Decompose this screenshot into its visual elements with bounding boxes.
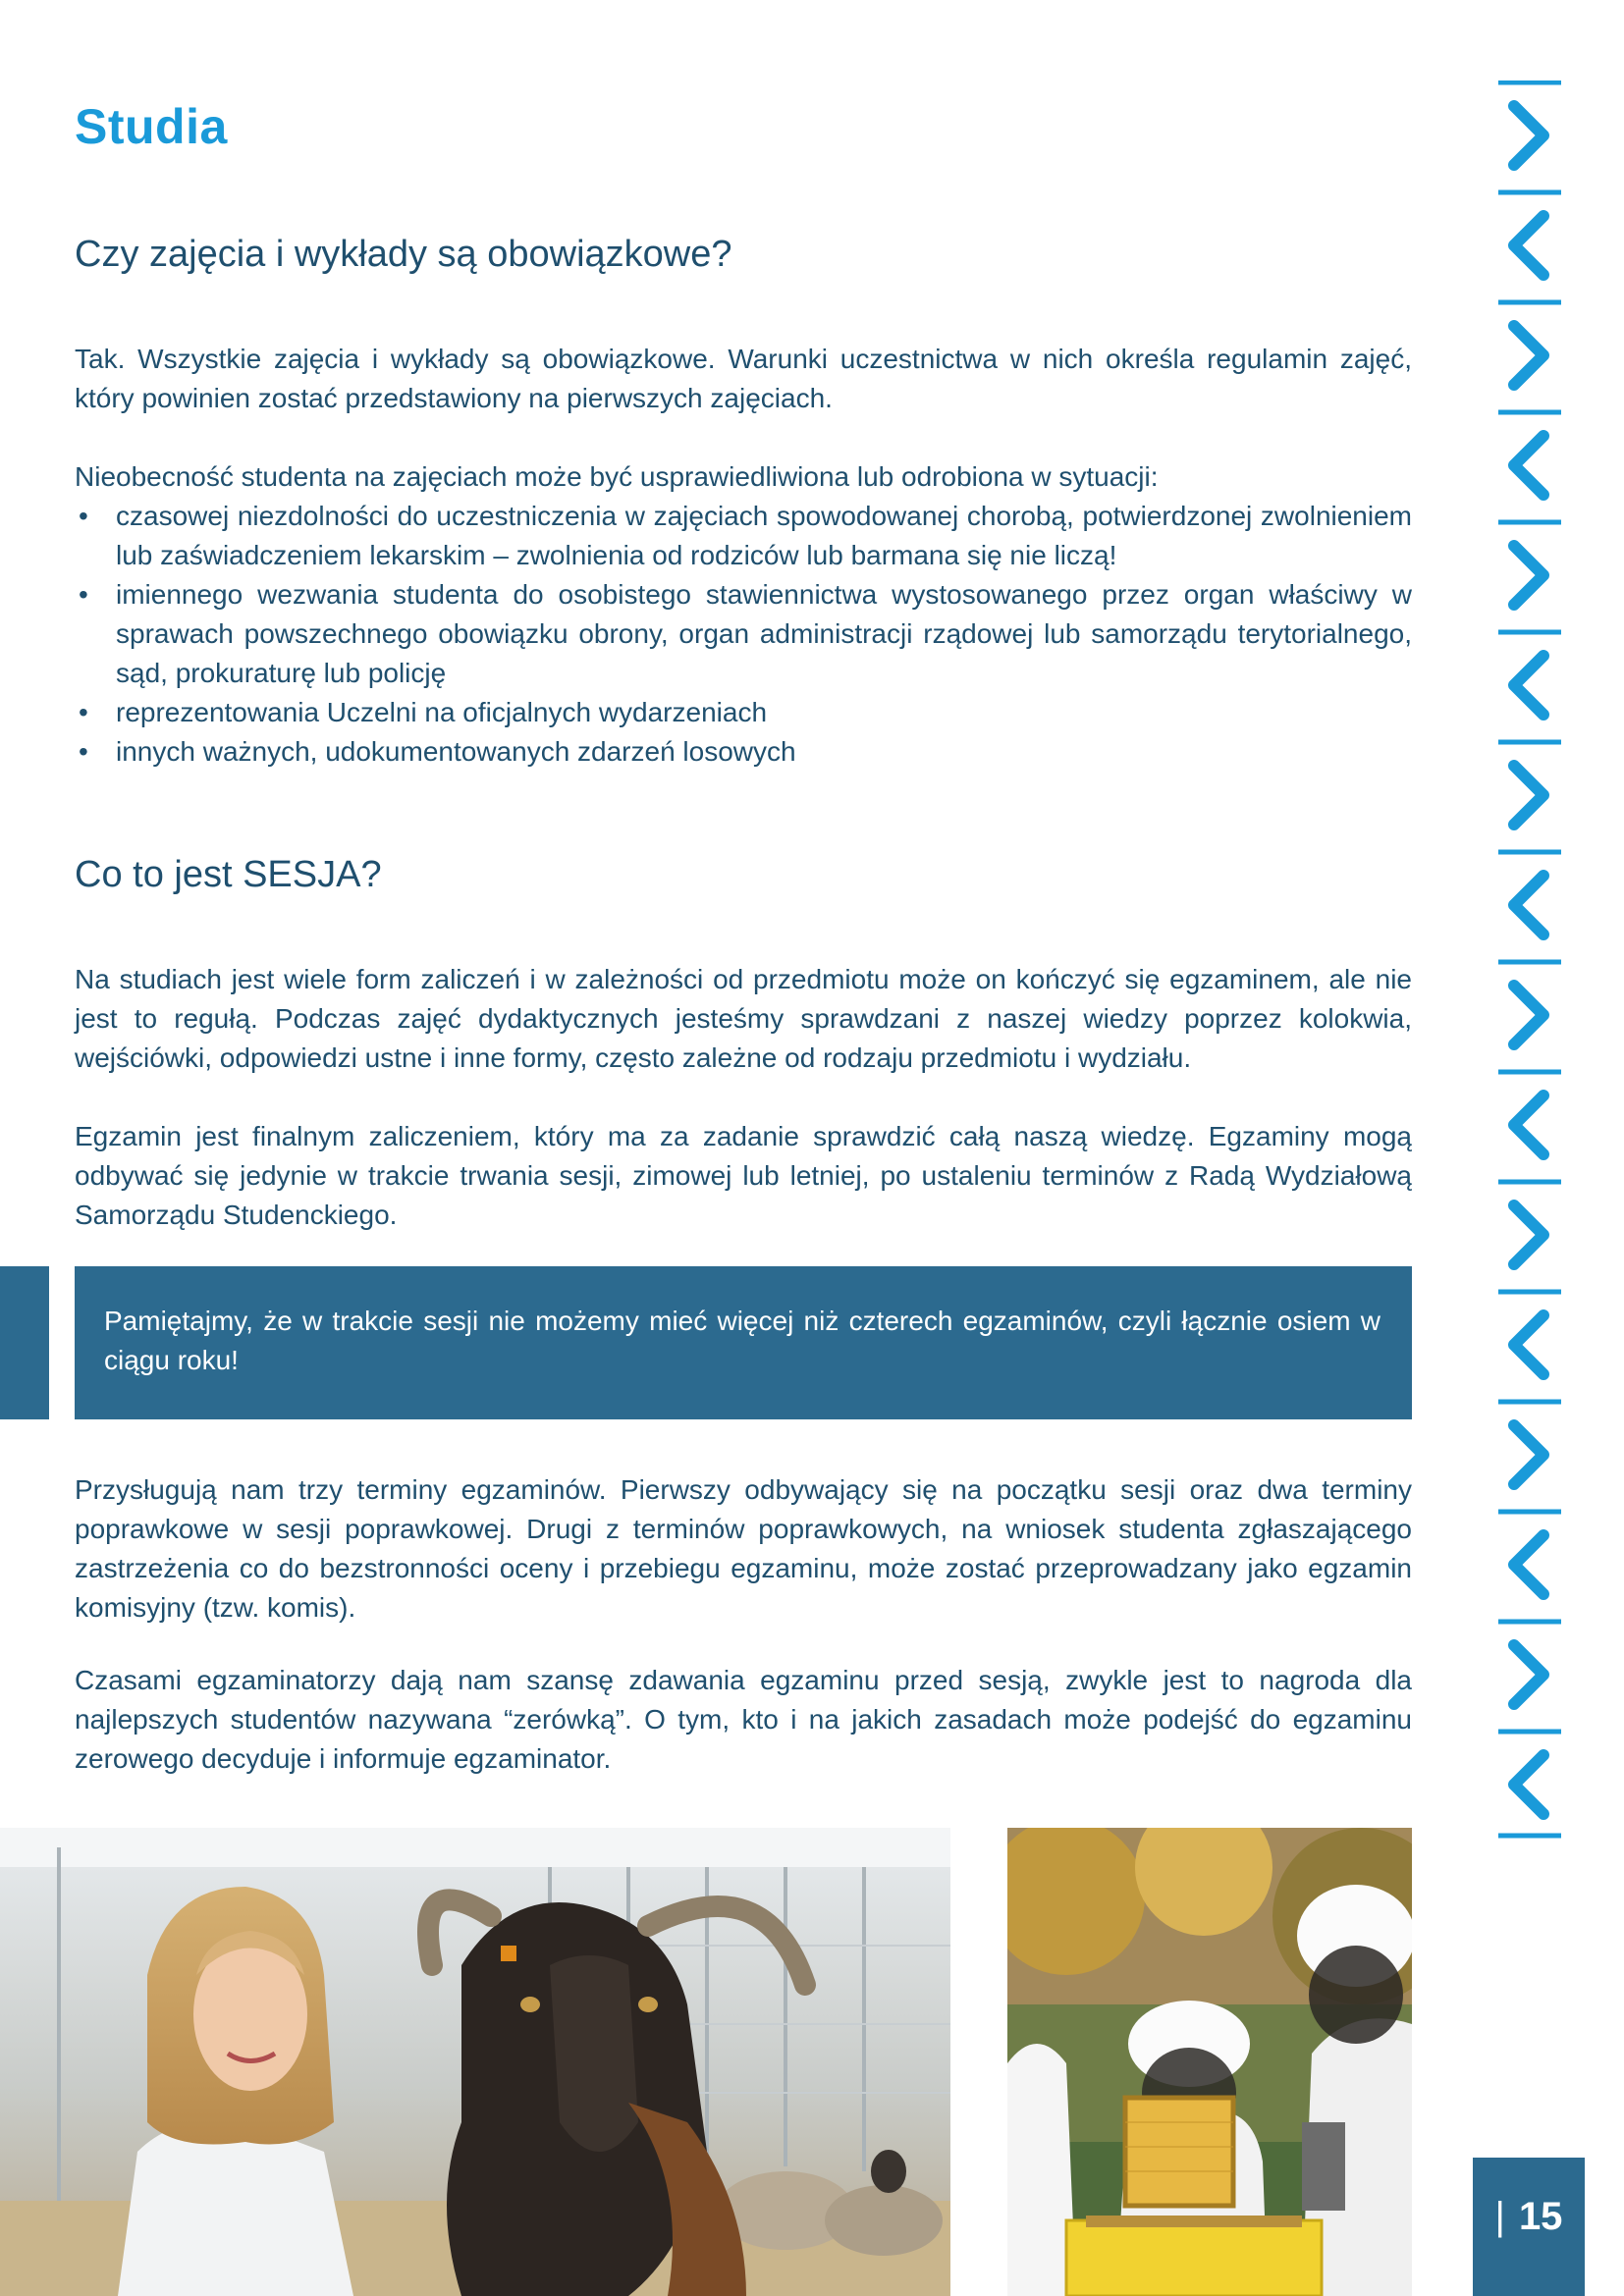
page-title: Studia xyxy=(75,99,228,154)
student-with-goat-photo xyxy=(0,1828,950,2296)
heading-session: Co to jest SESJA? xyxy=(75,854,382,895)
note-box xyxy=(75,1266,1412,1419)
chevron-left-icon xyxy=(1514,436,1543,495)
paragraph-session-1: Na studiach jest wiele form zaliczeń i w zależności od przedmiotu może on kończyć się egzaminem, ale nie jest to regułą. Podczas zajęć dydaktycznych jesteśmy sprawdzani z naszej wiedzy poprzez kolokwia, wejściówki, odpowiedzi ustne i inne formy, często zależne od rodzaju przedmiotu i wydziału. xyxy=(75,964,1412,1073)
chevron-right-icon xyxy=(1514,326,1543,385)
chevron-right-icon xyxy=(1514,766,1543,825)
chevron-left-icon xyxy=(1514,876,1543,934)
paragraph-obligatory-2: Nieobecność studenta na zajęciach może być usprawiedliwiona lub odrobiona w sytuacji: xyxy=(75,461,1159,492)
chevron-left-icon xyxy=(1514,1755,1543,1814)
beekeepers-photo xyxy=(1007,1828,1412,2296)
chevron-left-icon xyxy=(1514,656,1543,715)
chevron-right-icon xyxy=(1514,546,1543,605)
chevron-left-icon xyxy=(1514,1315,1543,1374)
paragraph-session-2: Egzamin jest finalnym zaliczeniem, który ma za zadanie sprawdzić całą naszą wiedzę. Egzaminy mogą odbywać się jedynie w trakcie trwania sesji, zimowej lub letniej, po ustaleniu terminów z Radą Wydziałową Samorządu Studenckiego. xyxy=(75,1121,1412,1230)
chevron-strip xyxy=(1492,80,1567,1840)
chevron-right-icon xyxy=(1514,106,1543,165)
note-side-tab xyxy=(0,1266,49,1419)
chevron-left-icon xyxy=(1514,216,1543,275)
paragraph-session-3: Przysługują nam trzy terminy egzaminów. Pierwszy odbywający się na początku sesji oraz dwa terminy poprawkowe w sesji poprawkowej. Drugi z terminów poprawkowych, na wniosek studenta zgłaszającego zastrzeżenia co do bezstronności oceny i przebiegu egzaminu, może zostać przeprowadzany jako egzamin komisyjny (tzw. komis). xyxy=(75,1474,1412,1623)
page-number-separator: | xyxy=(1494,2195,1505,2238)
page-number-box xyxy=(1473,2158,1585,2296)
chevron-right-icon xyxy=(1514,986,1543,1044)
note-text: Pamiętajmy, że w trakcie sesji nie możemy mieć więcej niż czterech egzaminów, czyli łącznie osiem w ciągu roku! xyxy=(104,1306,1380,1375)
list-item: • innych ważnych, udokumentowanych zdarzeń losowych xyxy=(75,732,1412,772)
list-item: • imiennego wezwania studenta do osobistego stawiennictwa wystosowanego przez organ właściwy w sprawach powszechnego obowiązku obrony, organ administracji rządowej lub samorządu terytorialnego, sąd, prokuraturę lub policję xyxy=(75,575,1412,693)
paragraph-obligatory-1: Tak. Wszystkie zajęcia i wykłady są obowiązkowe. Warunki uczestnictwa w nich określa regulamin zajęć, który powinien zostać przedstawiony na pierwszych zajęciach. xyxy=(75,344,1412,413)
list-item: • reprezentowania Uczelni na oficjalnych wydarzeniach xyxy=(75,693,1412,732)
chevron-right-icon xyxy=(1514,1205,1543,1264)
chevron-right-icon xyxy=(1514,1645,1543,1704)
page-number: 15 xyxy=(1518,2195,1563,2238)
paragraph-session-4: Czasami egzaminatorzy dają nam szansę zdawania egzaminu przed sesją, zwykle jest to nagroda dla najlepszych studentów nazywana “zerówką”. O tym, kto i na jakich zasadach może podejść do egzaminu zerowego decyduje i informuje egzaminator. xyxy=(75,1665,1412,1774)
list-item: • czasowej niezdolności do uczestniczenia w zajęciach spowodowanej chorobą, potwierdzonej zwolnieniem lub zaświadczeniem lekarskim – zwolnienia od rodziców lub barmana się nie liczą! xyxy=(75,497,1412,575)
chevron-left-icon xyxy=(1514,1535,1543,1594)
chevron-left-icon xyxy=(1514,1095,1543,1154)
chevron-right-icon xyxy=(1514,1425,1543,1484)
absence-reasons-list xyxy=(75,497,1412,772)
heading-obligatory: Czy zajęcia i wykłady są obowiązkowe? xyxy=(75,234,732,275)
